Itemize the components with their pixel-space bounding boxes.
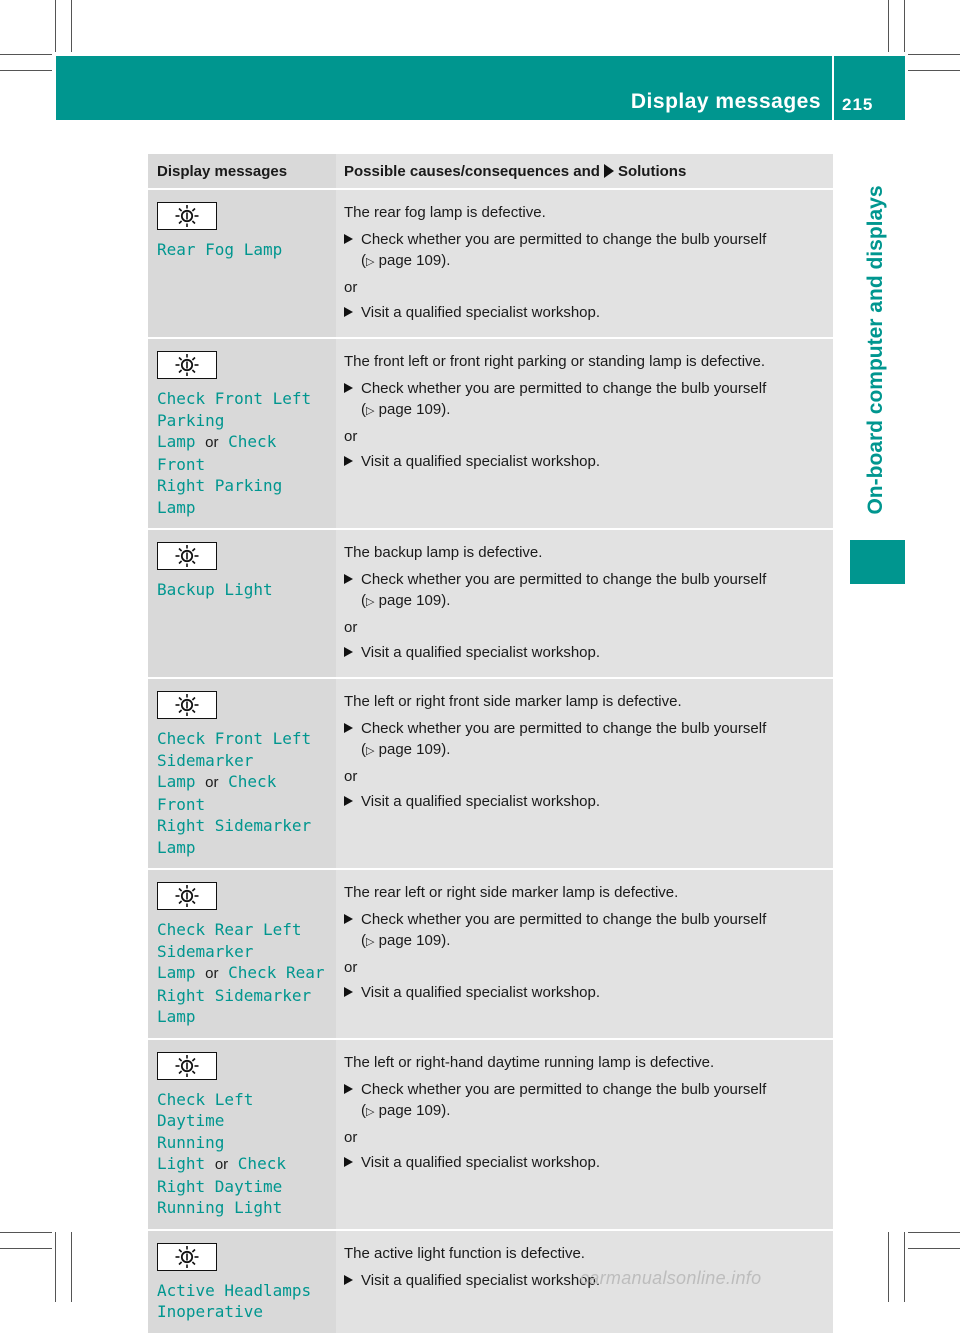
display-message-line: Lamp: [157, 772, 196, 791]
crop-mark: [55, 1232, 56, 1302]
display-message-line: Active Headlamps: [157, 1280, 312, 1300]
display-message-line: Right Parking Lamp: [157, 476, 283, 517]
display-message-text: [157, 1280, 330, 1323]
solution-step: [344, 451, 829, 472]
column-header-display-messages: Display messages: [148, 154, 336, 189]
solution-arrow-icon: [604, 164, 614, 178]
display-message-line: Right Daytime: [157, 1176, 283, 1196]
lamp-icon: [172, 1245, 202, 1269]
action-arrow-icon: [344, 1275, 353, 1285]
crop-mark: [71, 0, 72, 52]
crop-mark: [888, 0, 889, 52]
display-message-line: Right Sidemarker: [157, 816, 312, 835]
visit-step-text: Visit a qualified specialist workshop.: [361, 793, 601, 810]
display-message-line: Lamp: [157, 432, 196, 451]
symbol-box: [157, 351, 217, 379]
crop-mark: [908, 1248, 960, 1249]
action-arrow-icon: [344, 987, 353, 997]
watermark: carmanualsonline.info: [580, 1268, 762, 1288]
crop-mark: [908, 1232, 960, 1233]
page-ref-link[interactable]: page 109).: [378, 401, 451, 418]
or-divider: or: [344, 428, 358, 445]
symbol-box: [157, 882, 217, 910]
action-arrow-icon: [344, 456, 353, 466]
side-tab-marker: [850, 540, 905, 584]
cause-text: The rear fog lamp is defective.: [344, 204, 546, 221]
cause-text: The left or right front side marker lamp is defective.: [344, 693, 682, 710]
action-arrow-icon: [344, 914, 353, 924]
symbol-box: [157, 202, 217, 230]
solution-step: [344, 982, 829, 1003]
display-message-text: [157, 728, 330, 858]
crop-mark: [0, 70, 52, 71]
message-cell: [148, 529, 336, 678]
visit-step-text: Visit a qualified specialist workshop.: [361, 644, 601, 661]
display-message-line: Sidemarker: [157, 750, 254, 770]
visit-step-text: Visit a qualified specialist workshop.: [361, 1153, 601, 1171]
or-divider: or: [344, 619, 358, 636]
display-message-line: Lamp: [157, 837, 196, 857]
column-header-solutions: [336, 154, 833, 189]
message-cell: [148, 189, 336, 338]
action-arrow-icon: [344, 383, 353, 393]
lamp-icon: [172, 204, 202, 228]
cause-text: The front left or front right parking or standing lamp is defective.: [344, 353, 766, 370]
table-row: [148, 338, 833, 529]
page-ref-icon: ▷: [366, 405, 375, 417]
page-ref-link[interactable]: page 109).: [378, 1101, 451, 1119]
symbol-box: [157, 1243, 217, 1271]
visit-step-text: Visit a qualified specialist workshop.: [361, 984, 601, 1001]
message-cell: [148, 869, 336, 1039]
action-arrow-icon: [344, 647, 353, 657]
lamp-icon: [172, 1054, 202, 1078]
column-header-causes: Possible causes/consequences and: [344, 162, 600, 180]
page-ref-icon: ▷: [366, 1105, 375, 1118]
or-connector: or: [205, 965, 219, 982]
or-divider: or: [344, 279, 358, 296]
display-message-line: Check Front Left: [157, 729, 312, 748]
message-cell: [148, 1230, 336, 1334]
display-message-text: [157, 579, 330, 601]
solution-cell: [336, 529, 833, 678]
display-message-line: Check Front Left: [157, 389, 312, 408]
table-row: [148, 1039, 833, 1230]
solution-cell: [336, 869, 833, 1039]
display-message-line: Parking: [157, 410, 225, 430]
display-message-line: Running Light: [157, 1198, 283, 1217]
page-ref-link[interactable]: page 109).: [378, 741, 451, 758]
solution-step: Check whether you are permitted to change the bulb yourself (▷ page 109).: [344, 378, 829, 422]
display-message-line: Check: [237, 1154, 286, 1173]
solution-step: [344, 1152, 829, 1173]
table-row: [148, 678, 833, 869]
display-message-text: [157, 388, 330, 518]
display-message-line: Check Front: [157, 432, 277, 474]
message-cell: [148, 1039, 336, 1230]
message-cell: [148, 678, 336, 869]
action-arrow-icon: [344, 234, 353, 244]
crop-mark: [0, 54, 52, 55]
page-ref-icon: ▷: [366, 596, 375, 608]
display-message-line: Sidemarker: [157, 941, 254, 961]
or-divider: or: [344, 768, 358, 785]
symbol-box: [157, 691, 217, 719]
page-ref-icon: ▷: [366, 745, 375, 757]
crop-mark: [0, 1232, 52, 1233]
cause-text: The active light function is defective.: [344, 1244, 585, 1262]
check-step-text: Check whether you are permitted to change the bulb yourself: [361, 231, 767, 248]
display-message-line: Inoperative: [157, 1302, 263, 1321]
cause-text: The backup lamp is defective.: [344, 544, 543, 561]
visit-step-text: Visit a qualified specialist workshop.: [361, 304, 601, 321]
display-message-line: Check Left Daytime: [157, 1089, 254, 1130]
symbol-box: [157, 1052, 217, 1080]
or-divider: or: [344, 1128, 358, 1146]
display-message-line: Right Sidemarker: [157, 985, 312, 1005]
or-divider: or: [344, 959, 358, 976]
solution-step: [344, 302, 829, 323]
cause-text: The rear left or right side marker lamp is defective.: [344, 884, 679, 901]
page-ref-link[interactable]: page 109).: [378, 592, 451, 609]
check-step-text: Check whether you are permitted to change the bulb yourself: [361, 720, 767, 737]
display-message-line: Rear Fog Lamp: [157, 240, 283, 259]
action-arrow-icon: [344, 307, 353, 317]
crop-mark: [908, 70, 960, 71]
solution-cell: [336, 189, 833, 338]
check-step-text: Check whether you are permitted to change the bulb yourself: [361, 380, 767, 397]
action-arrow-icon: [344, 1084, 353, 1094]
solution-step: Check whether you are permitted to change the bulb yourself (▷ page 109).: [344, 1079, 829, 1123]
lamp-icon: [172, 884, 202, 908]
cause-text: The left or right-hand daytime running lamp is defective.: [344, 1053, 715, 1071]
visit-step-text: Visit a qualified specialist workshop.: [361, 453, 601, 470]
crop-mark: [0, 1248, 52, 1249]
check-step-text: Check whether you are permitted to change the bulb yourself: [361, 911, 767, 928]
lamp-icon: [172, 353, 202, 377]
display-message-line: Lamp: [157, 1007, 196, 1026]
or-connector: or: [214, 1156, 229, 1173]
crop-mark: [888, 1232, 889, 1302]
action-arrow-icon: [344, 1157, 353, 1167]
check-step-text: Check whether you are permitted to change the bulb yourself: [361, 571, 767, 588]
solution-cell: [336, 678, 833, 869]
table-row: [148, 869, 833, 1039]
page-title: Display messages: [630, 90, 821, 113]
table-header-row: [148, 154, 833, 189]
table-body: [148, 189, 833, 1334]
action-arrow-icon: [344, 796, 353, 806]
crop-mark: [71, 1232, 72, 1302]
page-ref-icon: ▷: [366, 256, 375, 268]
display-message-text: [157, 1089, 330, 1219]
display-message-text: [157, 919, 330, 1028]
page-ref-link[interactable]: page 109).: [378, 252, 451, 269]
page-ref-icon: ▷: [366, 936, 375, 948]
solution-cell: [336, 338, 833, 529]
display-message-line: Lamp: [157, 963, 196, 982]
table-row: [148, 529, 833, 678]
display-message-line: Check Front: [157, 772, 277, 814]
solution-step: Check whether you are permitted to change the bulb yourself (▷ page 109).: [344, 229, 829, 273]
page-ref-link[interactable]: page 109).: [378, 932, 451, 949]
page-number: 215: [842, 95, 874, 114]
table-row: [148, 189, 833, 338]
header-divider: [832, 56, 834, 120]
action-arrow-icon: [344, 574, 353, 584]
page-header: [56, 56, 905, 120]
lamp-icon: [172, 693, 202, 717]
crop-mark: [904, 1232, 905, 1302]
column-header-solutions-label: Solutions: [617, 162, 687, 180]
display-message-line: Check Rear Left: [157, 920, 302, 939]
solution-step: [344, 642, 829, 663]
check-step-text: Check whether you are permitted to change the bulb yourself: [361, 1080, 767, 1098]
visit-step-text: Visit a qualified specialist workshop.: [361, 1271, 601, 1289]
symbol-box: [157, 542, 217, 570]
side-section-label: On-board computer and displays: [864, 185, 887, 515]
solution-step: Check whether you are permitted to change the bulb yourself (▷ page 109).: [344, 718, 829, 762]
crop-mark: [908, 54, 960, 55]
solution-step: Check whether you are permitted to change the bulb yourself (▷ page 109).: [344, 909, 829, 953]
or-connector: or: [205, 434, 219, 451]
or-connector: or: [205, 774, 219, 791]
action-arrow-icon: [344, 723, 353, 733]
display-message-line: Running: [157, 1132, 225, 1152]
message-cell: [148, 338, 336, 529]
solution-cell: [336, 1039, 833, 1230]
display-message-line: Light: [157, 1154, 206, 1173]
display-message-line: Backup Light: [157, 580, 273, 599]
crop-mark: [55, 0, 56, 52]
solution-step: Check whether you are permitted to change the bulb yourself (▷ page 109).: [344, 569, 829, 613]
display-message-text: [157, 239, 330, 261]
display-message-line: Check Rear: [228, 963, 325, 982]
display-messages-table: [148, 154, 833, 1335]
solution-step: [344, 791, 829, 812]
lamp-icon: [172, 544, 202, 568]
crop-mark: [904, 0, 905, 52]
